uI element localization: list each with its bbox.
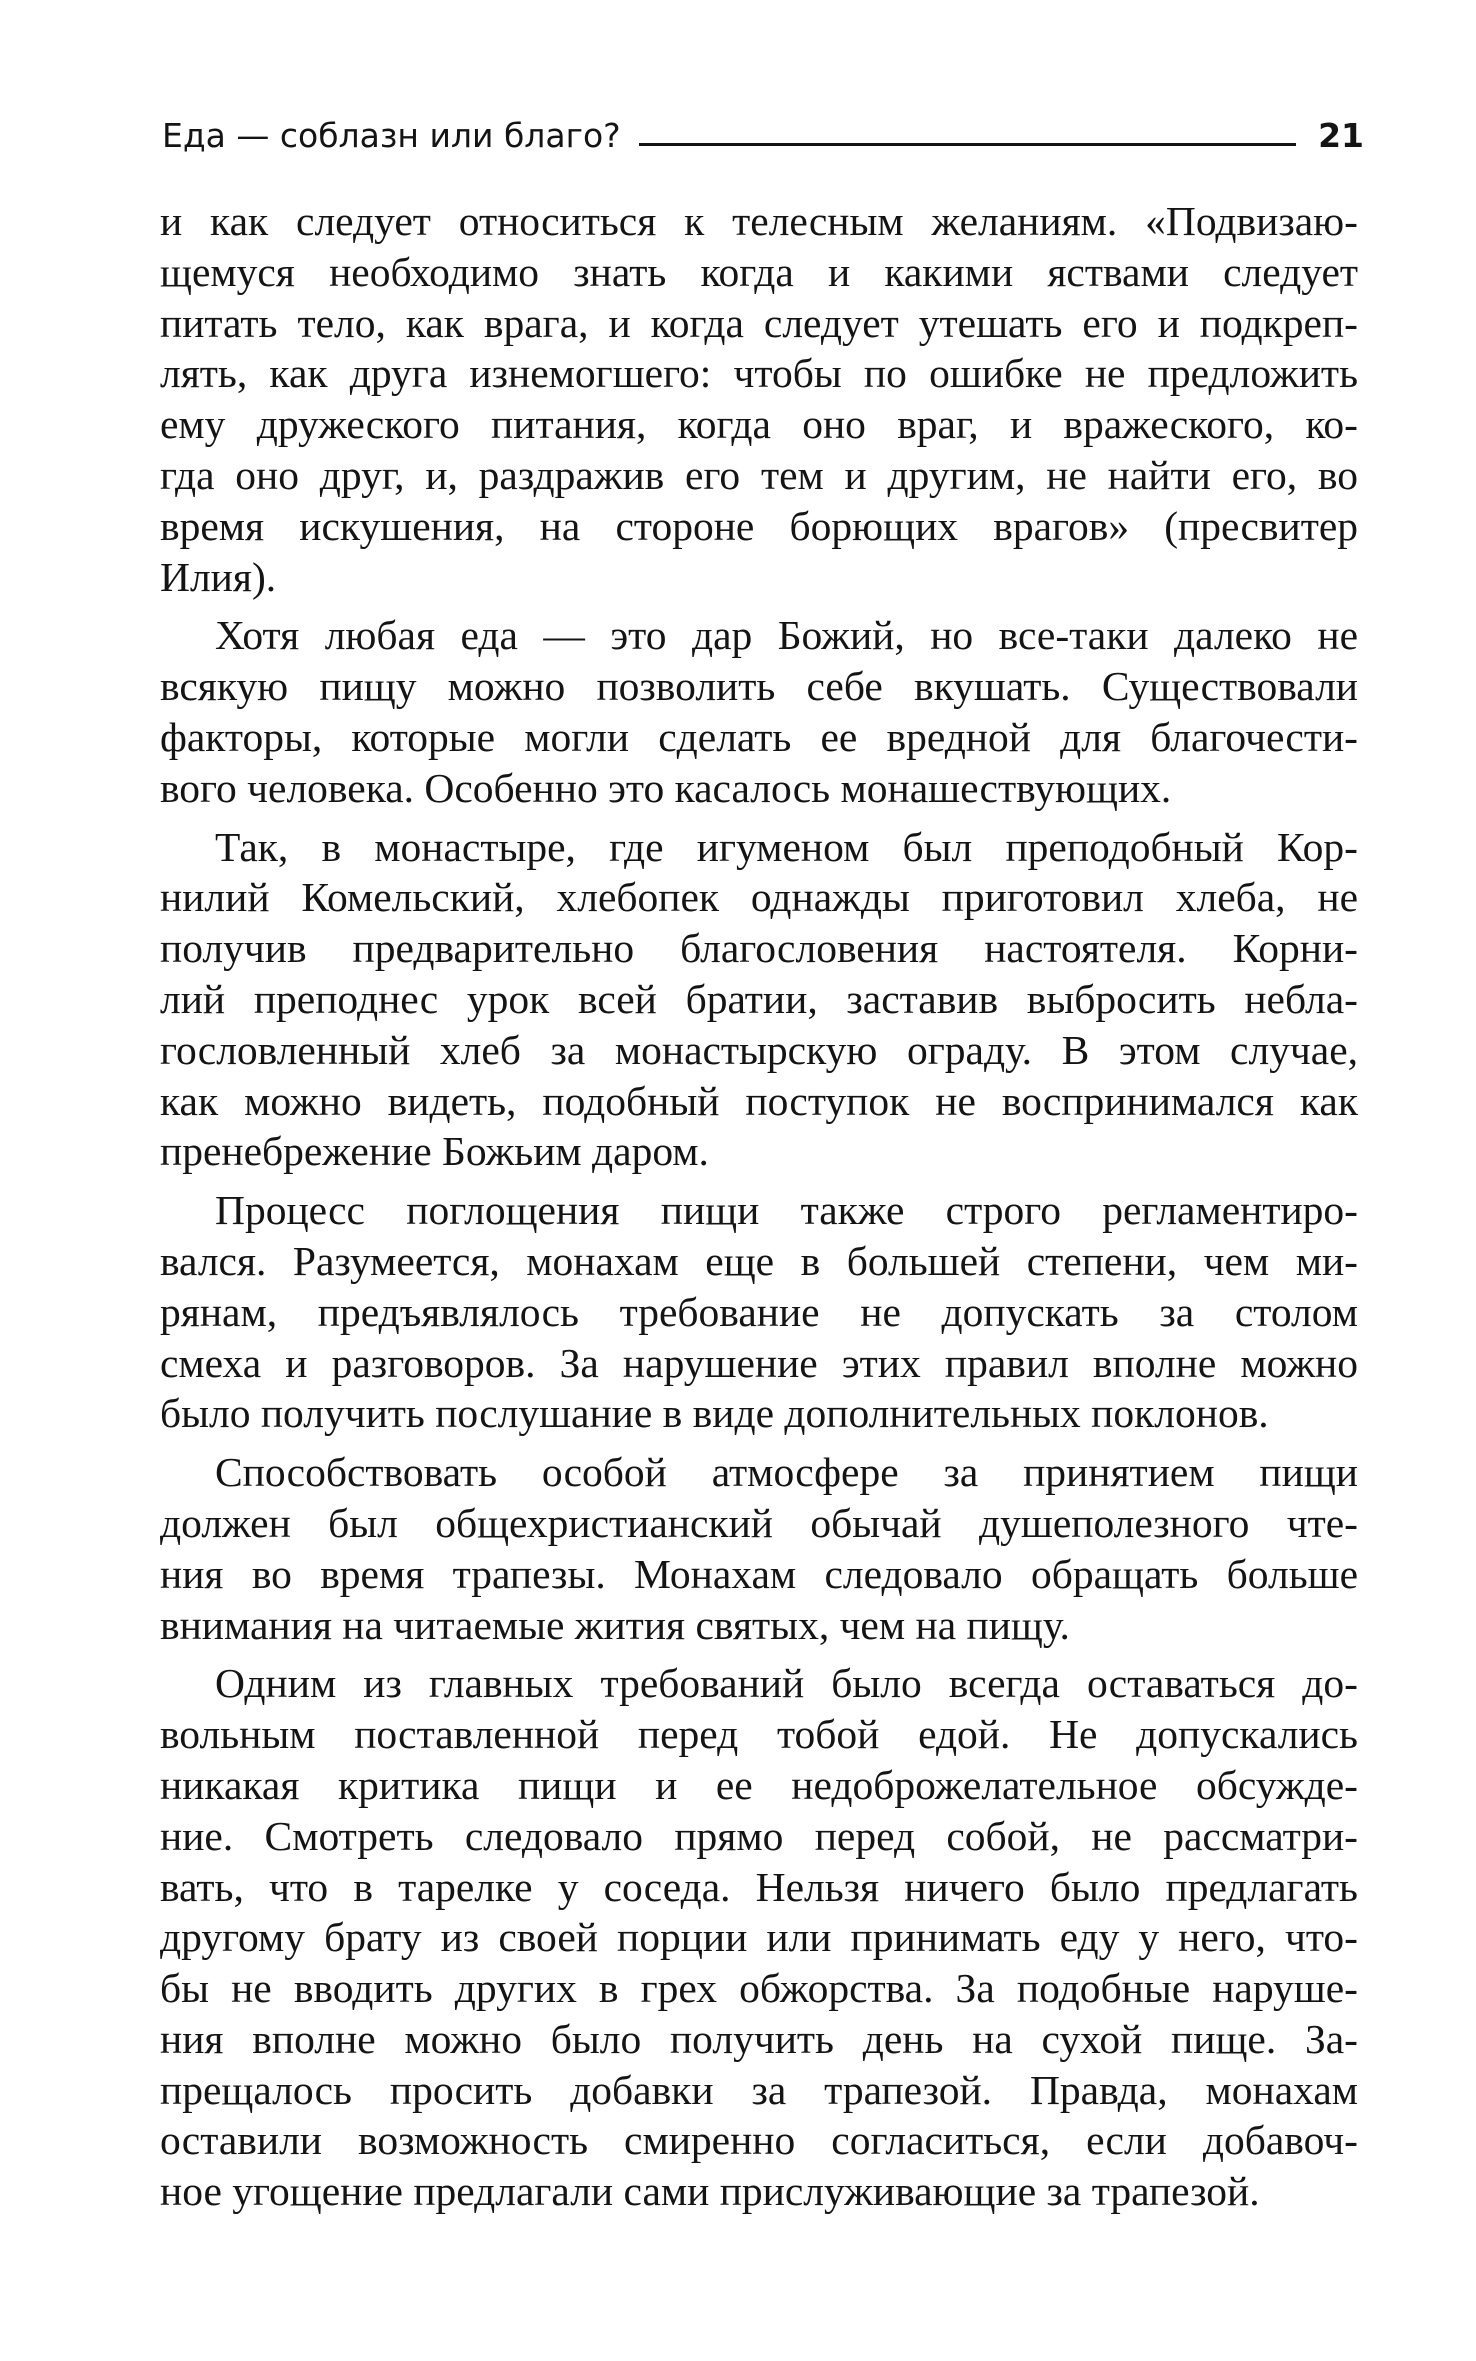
page-number: 21 xyxy=(1318,116,1364,155)
text-line: смеха и разговоров. За нарушение этих правил вполне можно xyxy=(160,1339,1358,1386)
text-line: вого человека. Особенно это касалось монашествующих. xyxy=(160,764,1172,811)
text-line: всякую пищу можно позволить себе вкушать. Существовали xyxy=(160,663,1358,710)
text-line: Способствовать особой атмосфере за принятием пищи xyxy=(215,1449,1358,1496)
body-text xyxy=(160,196,1358,2225)
text-line: гда оно друг, и, раздражив его тем и другим, не найти его, во xyxy=(160,451,1358,498)
text-line: Так, в монастыре, где игуменом был преподобный Кор- xyxy=(215,823,1358,870)
paragraph xyxy=(160,1658,1358,2217)
paragraph xyxy=(160,610,1358,813)
text-line: ние. Смотреть следовало прямо перед собой, не рассматри- xyxy=(160,1812,1358,1859)
text-line: щемуся необходимо знать когда и какими яствами следует xyxy=(160,248,1358,295)
text-line: рянам, предъявлялось требование не допускать за столом xyxy=(160,1288,1358,1335)
text-line: вать, что в тарелке у соседа. Нельзя ничего было предлагать xyxy=(160,1863,1358,1910)
text-line: ния вполне можно было получить день на сухой пище. За- xyxy=(160,2015,1358,2062)
text-line: внимания на читаемые жития святых, чем на пищу. xyxy=(160,1601,1070,1648)
text-line: время искушения, на стороне борющих врагов» (пресвитер xyxy=(160,502,1358,549)
text-line: Одним из главных требований было всегда оставаться до- xyxy=(215,1660,1358,1707)
text-line: Илия). xyxy=(160,553,277,600)
text-line: было получить послушание в виде дополнительных поклонов. xyxy=(160,1390,1269,1437)
paragraph xyxy=(160,1185,1358,1439)
text-line: ное угощение предлагали сами прислуживающие за трапезой. xyxy=(160,2168,1260,2215)
text-line: Процесс поглощения пищи также строго регламентиро- xyxy=(215,1187,1358,1234)
text-line: лий преподнес урок всей братии, заставив выбросить небла- xyxy=(160,975,1358,1022)
text-line: ему дружеского питания, когда оно враг, и вражеского, ко- xyxy=(160,401,1358,448)
text-line: получив предварительно благословения настоятеля. Корни- xyxy=(160,925,1358,972)
paragraph xyxy=(160,1447,1358,1650)
running-header xyxy=(162,98,1364,158)
text-line: пренебрежение Божьим даром. xyxy=(160,1128,709,1175)
text-line: как можно видеть, подобный поступок не воспринимался как xyxy=(160,1077,1358,1124)
text-line: и как следует относиться к телесным желаниям. «Подвизаю- xyxy=(160,198,1358,244)
text-line: вольным поставленной перед тобой едой. Не допускались xyxy=(160,1711,1358,1758)
text-line: гословленный хлеб за монастырскую ограду. В этом случае, xyxy=(160,1026,1358,1073)
paragraph xyxy=(160,822,1358,1178)
text-line: вался. Разумеется, монахам еще в большей степени, чем ми- xyxy=(160,1237,1358,1284)
text-line: лять, как друга изнемогшего: чтобы по ошибке не предложить xyxy=(160,350,1358,397)
running-header-title: Еда — соблазн или благо? xyxy=(162,116,621,155)
header-rule xyxy=(639,143,1296,146)
text-line: факторы, которые могли сделать ее вредной для благочести- xyxy=(160,713,1358,760)
text-line: бы не вводить других в грех обжорства. За подобные наруше- xyxy=(160,1965,1358,2012)
text-line: должен был общехристианский обычай душеполезного чте- xyxy=(160,1499,1358,1546)
text-line: другому брату из своей порции или принимать еду у него, что- xyxy=(160,1914,1358,1961)
paragraph xyxy=(160,196,1358,602)
text-line: питать тело, как врага, и когда следует утешать его и подкреп- xyxy=(160,299,1358,346)
text-line: Хотя любая еда — это дар Божий, но все-таки далеко не xyxy=(215,612,1358,659)
text-line: оставили возможность смиренно согласиться, если добавоч- xyxy=(160,2117,1358,2164)
text-line: ния во время трапезы. Монахам следовало обращать больше xyxy=(160,1550,1358,1597)
text-line: прещалось просить добавки за трапезой. Правда, монахам xyxy=(160,2066,1358,2113)
text-line: нилий Комельский, хлебопек однажды приготовил хлеба, не xyxy=(160,874,1358,921)
text-line: никакая критика пищи и ее недоброжелательное обсужде- xyxy=(160,1761,1358,1808)
